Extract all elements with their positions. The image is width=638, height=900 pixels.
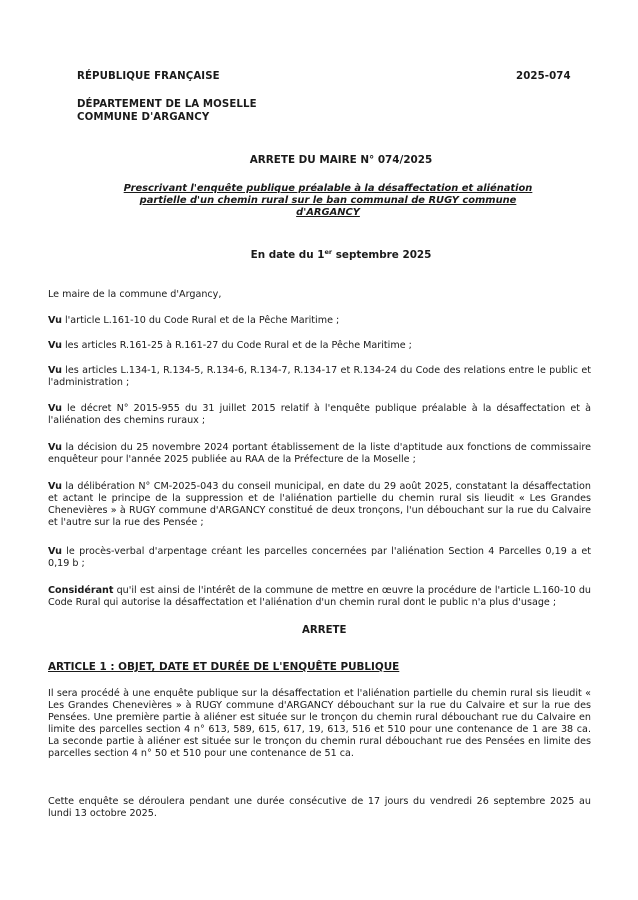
article-1-paragraph: Il sera procédé à une enquête publique sur la désaffectation et l'aliénation partielle du chemin rural sis lieudit « Les Grandes Chenevières » à RUGY commune d'ARGANCY débouchant sur la rue du Calvaire et sur la rue des Pensées. Une première partie à aliéner est située sur le tronçon du chemin rural débouchant rue du Calvaire en limite des parcelles section 4 n° 613, 589, 615, 617, 19, 613, 516 et 510 pour une contenance de 1 are 38 ca. La seconde partie à aliéner est située sur le tronçon du chemin rural débouchant rue des Pensées en limite des parcelles section 4 n° 50 et 510 pour une contenance de 51 ca. [48,688,591,760]
vu-paragraph: Vu les articles R.161-25 à R.161-27 du Code Rural et de la Pêche Maritime ; [48,340,412,351]
vu-paragraph: Vu le décret N° 2015-955 du 31 juillet 2015 relatif à l'enquête publique préalable à la désaffectation et à l'aliénation des chemins ruraux ; [48,403,591,427]
intro-line: Le maire de la commune d'Argancy, [48,289,222,300]
decree-date [0,248,638,261]
considerant-label: Considérant [48,585,114,596]
vu-label: Vu [48,481,62,492]
vu-label: Vu [48,315,62,326]
article-1-heading: ARTICLE 1 : OBJET, DATE ET DURÉE DE L'ENQUÊTE PUBLIQUE [48,661,400,673]
vu-paragraph: Vu la décision du 25 novembre 2024 portant établissement de la liste d'aptitude aux fonctions de commissaire enquêteur pour l'année 2025 publiée au RAA de la Préfecture de la Moselle ; [48,442,591,466]
decree-subtitle: Prescrivant l'enquête publique préalable à la désaffectation et aliénation partielle d'un chemin rural sur le ban communal de RUGY commune d'ARGANCY [123,183,533,218]
department-heading: DÉPARTEMENT DE LA MOSELLE [77,99,257,110]
decree-title: ARRETE DU MAIRE N° 074/2025 [249,154,433,166]
date-sup: er [324,248,333,256]
commune-heading: COMMUNE D'ARGANCY [77,112,210,123]
date-prefix: En date du 1 [250,249,325,261]
vu-paragraph: Vu le procès-verbal d'arpentage créant les parcelles concernées par l'aliénation Section 4 Parcelles 0,19 a et 0,19 b ; [48,546,591,570]
considerant-paragraph: Considérant qu'il est ainsi de l'intérêt de la commune de mettre en œuvre la procédure de l'article L.160-10 du Code Rural qui autorise la désaffectation et l'aliénation d'un chemin rural dont le public n'a plus d'usage ; [48,585,591,609]
vu-label: Vu [48,365,62,376]
republic-heading: RÉPUBLIQUE FRANÇAISE [77,71,220,82]
vu-label: Vu [48,340,62,351]
vu-label: Vu [48,546,62,557]
vu-label: Vu [48,403,62,414]
arrete-heading: ARRETE [302,625,347,636]
vu-paragraph: Vu la délibération N° CM-2025-043 du conseil municipal, en date du 29 août 2025, constatant la désaffectation et actant le principe de la suppression et de l'aliénation partielle du chemin rural sis lieudit « Les Grandes Chenevières » à RUGY commune d'ARGANCY constitué de deux tronçons, l'un débouchant sur la rue du Calvaire et l'autre sur la rue des Pensée ; [48,481,591,529]
date-suffix: septembre 2025 [332,249,432,261]
vu-label: Vu [48,442,62,453]
vu-paragraph: Vu les articles L.134-1, R.134-5, R.134-6, R.134-7, R.134-17 et R.134-24 du Code des relations entre le public et l'administration ; [48,365,591,389]
article-1-paragraph: Cette enquête se déroulera pendant une durée consécutive de 17 jours du vendredi 26 septembre 2025 au lundi 13 octobre 2025. [48,796,591,820]
document-reference: 2025-074 [516,71,571,82]
vu-paragraph: Vu l'article L.161-10 du Code Rural et de la Pêche Maritime ; [48,315,340,326]
